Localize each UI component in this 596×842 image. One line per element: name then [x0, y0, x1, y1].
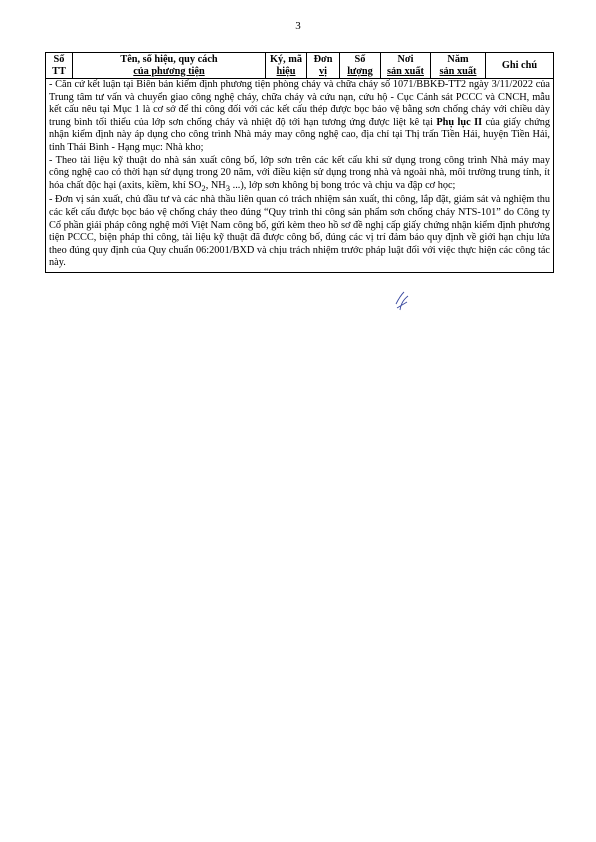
header-noi-sx-line2: sản xuất [387, 65, 424, 77]
header-ky-ma [266, 53, 307, 79]
header-ten-line1: Tên, số hiệu, quy cách [120, 54, 218, 65]
header-noi-sx-line1: Nơi [397, 54, 414, 65]
content-cell [46, 79, 554, 273]
header-ten [73, 53, 266, 79]
paragraph-service-life [49, 155, 550, 195]
subscript-nh3: 3 [225, 182, 231, 193]
header-so-luong [340, 53, 381, 79]
table-row [46, 79, 554, 273]
header-don-vi-line1: Đơn [313, 54, 333, 65]
table-header-row [46, 53, 554, 79]
header-so-tt-line2: TT [52, 65, 66, 77]
header-ky-ma-line1: Ký, mã [269, 54, 303, 65]
paragraph-2-text-end: ...), lớp sơn không bị bong tróc và chịu va đập cơ học; [230, 179, 456, 191]
paragraph-3-text: - Đơn vị sản xuất, chủ đầu tư và các nhà thầu liên quan có trách nhiệm sản xuất, thi công, lắp đặt, giám sát và nghiệm thu các kết cấu được bọc bảo vệ chống cháy theo đúng “Quy trình thi công sản phẩm sơn chống cháy NTS-101” do Công ty Cổ phần giải pháp công nghệ mới Việt Nam công bố, gửi kèm theo hồ sơ đề nghị cấp giấy chứng nhận kiểm định phương tiện PCCC, biện pháp thi công, tài liệu kỹ thuật đã được công bố, đúng các vị trí đảm bảo quy định về giới hạn chịu lửa theo đúng quy định của Quy chuẩn 06:2001/BXD và chịu trách nhiệm trước pháp luật đối với việc thực hiện các công tác này. [49, 194, 550, 269]
signature-mark [394, 290, 410, 312]
header-don-vi-line2: vị [318, 65, 327, 77]
header-so-luong-line1: Số [354, 54, 366, 65]
paragraph-1-text-end: của giấy chứng nhận kiểm định này áp dụng cho công trình Nhà máy may công nghệ cao, địa chỉ tại Thị trấn Tiền Hải, huyện Tiền Hải, tỉnh Thái Bình - Hạng mục: Nhà kho; [49, 116, 550, 153]
header-nam-sx-line1: Năm [447, 54, 469, 65]
paragraph-legal-basis [49, 79, 550, 155]
header-noi-sx [381, 53, 431, 79]
header-nam-sx [431, 53, 486, 79]
header-so-tt [46, 53, 73, 79]
header-ky-ma-line2: hiệu [276, 65, 296, 77]
equipment-table [45, 52, 554, 273]
page-number: 3 [295, 20, 301, 32]
paragraph-responsibility [49, 194, 550, 270]
header-ghi-chu-label: Ghi chú [501, 59, 538, 71]
paragraph-2-text-start: - Theo tài liệu kỹ thuật do nhà sản xuất công bố, lớp sơn trên các kết cấu khi sử dụng trong công trình Nhà máy may công nghệ cao có thời hạn sử dụng trong 20 năm, với điều kiện sử dụng trong nhà và ngoài nhà, môi trường trung tính, ít hóa chất độc hại (axits, kiềm, khí SO [49, 154, 550, 191]
header-ghi-chu [486, 53, 554, 79]
subscript-so2: 2 [201, 182, 206, 193]
paragraph-2-text-mid: , NH [205, 179, 226, 191]
paragraph-1-text-start: - Căn cứ kết luận tại Biên bản kiểm định phương tiện phòng cháy và chữa cháy số 1071/BBKĐ-TT2 ngày 3/11/2022 của Trung tâm tư vấn và chuyển giao công nghệ cháy, chữa cháy và cứu nạn, cứu hộ - Cục Cảnh sát PCCC và CNCH, mẫu kết cấu nêu tại Mục 1 là cơ sở để thi công đối với các kết cấu thép được bọc bảo vệ bằng sơn chống cháy với chiều dày trung bình tối thiểu của lớp sơn chống cháy và nhiệt độ tới hạn tương ứng được liệt kê tại [49, 79, 550, 128]
appendix-reference: Phụ lục II [436, 116, 483, 128]
header-so-tt-line1: Số [53, 54, 65, 65]
header-nam-sx-line2: sản xuất [439, 65, 477, 77]
header-ten-line2: của phương tiện [133, 65, 205, 77]
header-so-luong-line2: lượng [347, 65, 373, 77]
header-don-vi [307, 53, 340, 79]
